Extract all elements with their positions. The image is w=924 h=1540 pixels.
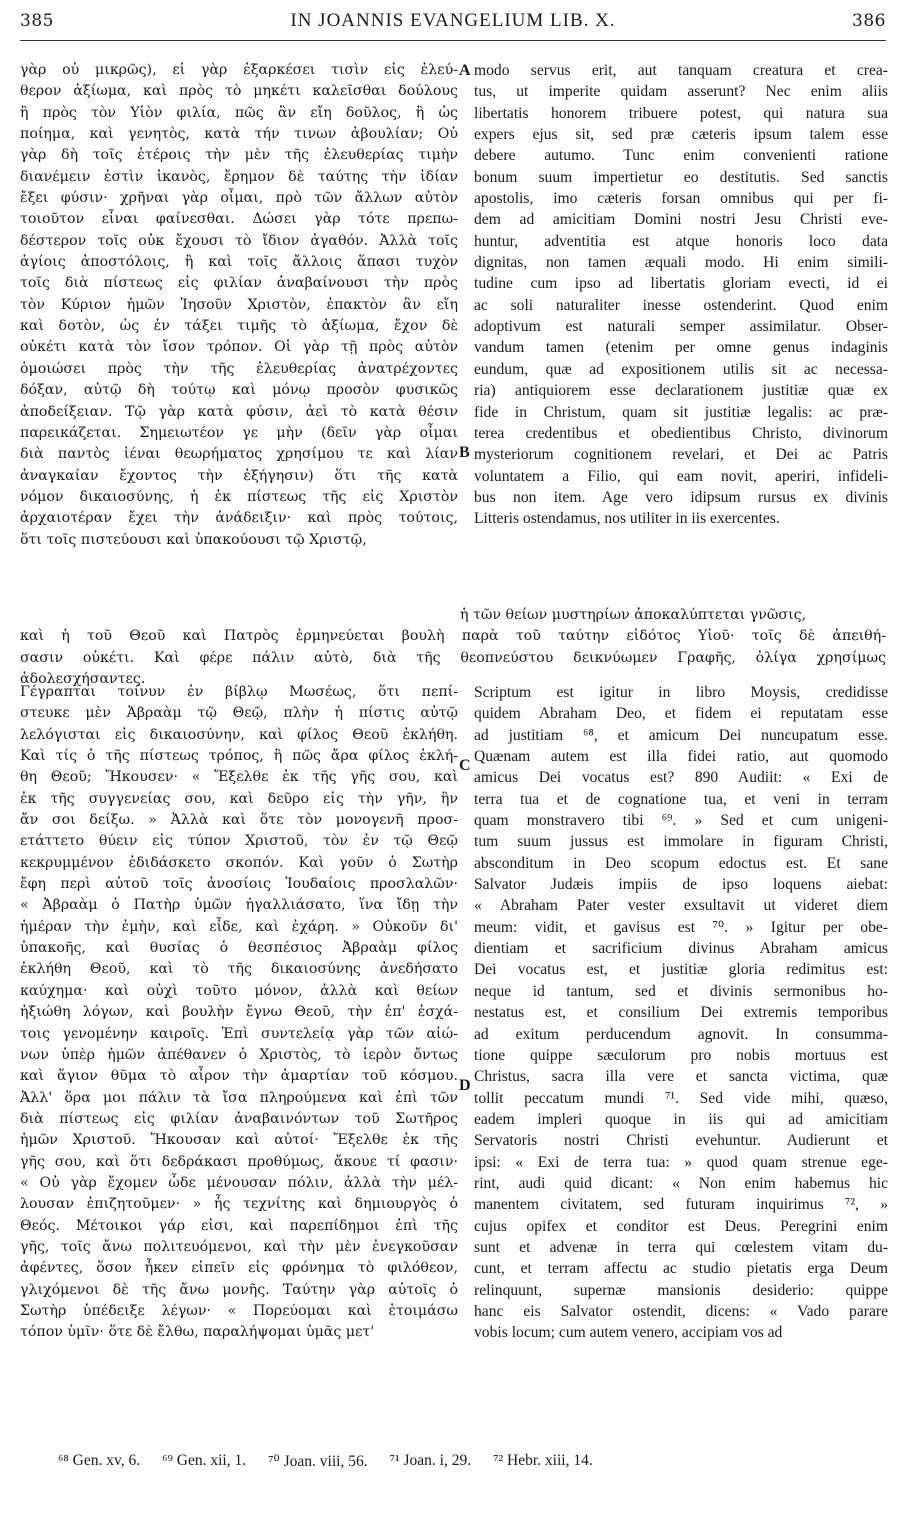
text-line: expers ejus sit, sed præ cæteris ipsum talem esse — [474, 126, 888, 144]
text-line: δέστερον τοῖς οὐκ ἔχουσι τὸ ἴδιον ἀγαθόν. Ἀλλὰ τοῖς — [20, 232, 458, 249]
text-line: quam monstravero tibi ⁶⁹. » Sed et cum unigeni- — [474, 812, 888, 830]
text-line: adoptivum est naturali semper assimilatur. Obser- — [474, 318, 888, 336]
text-line: Ἀλλ' ὅρα μοι πάλιν τὰ ἴσα πληρούμενα καὶ ἐπὶ τῶν — [20, 1089, 458, 1106]
text-line: ad justitiam ⁶⁸, et amicum Dei nuncupatum esse. — [474, 726, 888, 744]
text-line: relinquunt, supernæ mansionis desiderio: quippe — [474, 1281, 888, 1299]
text-line: ἀφέντες, ὅσον ἧκεν εἰπεῖν εἰς φρόνημα τὸ φιλόθεον, — [20, 1260, 458, 1277]
footnote: ⁷⁰ Joan. viii, 56. — [268, 1453, 368, 1470]
text-line: δόξαν, αὐτῷ δὴ τούτῳ καὶ μόνῳ προσὸν φυσικῶς — [20, 382, 458, 399]
text-line: ἡμῶν Χριστοῦ. Ἤκουσαν καὶ αὐτοί· Ἔξελθε ἐκ τῆς — [20, 1132, 458, 1149]
text-line: ἀναγκαίαν ἔχοντος τὴν ἐξήγησιν) ὅτι τῆς κατὰ — [20, 467, 458, 484]
text-line: Θεός. Μέτοικοι γάρ εἰσι, καὶ παρεπίδημοι ἐπὶ τῆς — [20, 1217, 458, 1234]
margin-marker-b: B — [459, 444, 470, 461]
text-line: voluntatem a Filio, qui eam novit, aperiri, infideli- — [474, 467, 888, 485]
text-line: ἢ πρὸς τὸν Υἱὸν φιλία, πῶς ἂν εἴη δοῦλος, ἢ ὡς — [20, 104, 458, 121]
text-line: Salvator Judæis impiis de ipso loquens aiebat: — [474, 876, 888, 894]
text-line: « Abraham Pater vester exsultavit ut videret diem — [474, 897, 888, 915]
text-line: γλιχόμενοι δὲ τῆς ἄνω μονῆς. Ταύτην γὰρ αὐτοῖς ὁ — [20, 1281, 458, 1298]
text-line: ετάττετο θύειν εἰς τύπον Χριστοῦ, τὸν ἐν τῷ Θεῷ — [20, 833, 458, 850]
text-line: Servatoris nostri Christi evehuntur. Audierunt et — [474, 1132, 888, 1150]
latin-column-top — [474, 60, 888, 530]
text-line: θη Θεοῦ; Ἤκουσεν· « Ἔξελθε ἐκ τῆς γῆς σου, καὶ — [20, 769, 458, 786]
text-line: vandum tamen (etenim per omne genus indaginis — [474, 339, 888, 357]
text-line: γῆς σου, καὶ ὅτι δεδράκασι προθύμως, ἄκουε τί φασιν· — [20, 1153, 458, 1170]
text-line: fide in Christum, quam sit justitiæ legalis: ac præ- — [474, 403, 888, 421]
text-line: τοις γενομένην καιροῖς. Ἐπὶ συντελείᾳ γὰρ τῶν αἰώ- — [20, 1025, 458, 1042]
text-line: ἐκ τῆς συγγενείας σου, καὶ δεῦρο εἰς τὴν γῆν, ἣν — [20, 790, 458, 807]
margin-marker-a: A — [459, 62, 471, 79]
text-line: « Ἀβραὰμ ὁ Πατὴρ ὑμῶν ἠγαλλιάσατο, ἵνα ἴδῃ τὴν — [20, 897, 458, 914]
text-line: στευκε μὲν Ἀβραὰμ τῷ Θεῷ, πλὴν ἡ πίστις αὐτῷ — [20, 705, 458, 722]
text-line: ἀποδείξειαν. Τῷ γὰρ κατὰ φύσιν, ἀεὶ τὸ κατὰ θέσιν — [20, 403, 458, 420]
text-line: ἠξιώθη λόγων, καὶ βουλὴν ἔγνω Θεοῦ, τὴν ἐπ' ἐσχά- — [20, 1004, 458, 1021]
text-line: bus non item. Age vero idipsum rursus ex divinis — [474, 488, 888, 506]
text-line: καύχημα· καὶ οὐχὶ τοῦτο μόνον, ἀλλὰ καὶ θείων — [20, 982, 458, 999]
text-line: σασιν οὐκέτι. Καὶ φέρε πάλιν αὐτὸ, διὰ τῆς θεοπνεύστου δεικνύωμεν Γραφῆς, ὀλίγα χρησίμως — [20, 649, 886, 666]
text-line: ὁμοιώσει πρὸς τὴν τῆς ἐλευθερίας ἀνατρέχοντες — [20, 360, 458, 377]
text-line: ἀρχαιοτέραν ἔχει τὴν ἀνάδειξιν· καὶ πρὸς τούτοις, — [20, 510, 458, 527]
text-line: ἡ τῶν θείων μυστηρίων ἀποκαλύπτεται γνῶσις, — [460, 607, 807, 623]
text-line: manentem civitatem, sed futuram inquirimus ⁷², » — [474, 1196, 888, 1214]
footnote: ⁷¹ Joan. i, 29. — [389, 1452, 472, 1469]
text-line: mysteriorum cognitionem revelari, et Dei ac Patris — [474, 446, 888, 464]
text-line: bonum suum impertietur eo destitutis. Sed sanctis — [474, 168, 888, 186]
text-line: καὶ ἅγιον θῦμα τὸ αἶρον τὴν ἁμαρτίαν τοῦ κόσμου. — [20, 1068, 458, 1085]
margin-marker-d: D — [459, 1077, 471, 1094]
header-rule — [20, 40, 886, 41]
text-line: ἡμέραν τὴν ἐμὴν, καὶ εἶδε, καὶ ἐχάρη. » Οὐκοῦν δι' — [20, 918, 458, 935]
text-line: eadem impleri quoque in iis qui ad amicitiam — [474, 1110, 888, 1128]
text-line: ad exitum perducendum agnovit. In consumma- — [474, 1025, 888, 1043]
text-line: κεκρυμμένον ἐδιδάσκετο σκοπόν. Καὶ γοῦν ὁ Σωτὴρ — [20, 854, 458, 871]
text-line: γὰρ δὴ τοῖς ἑτέροις τὴν μὲν τῆς ἐλευθερίας τιμὴν — [20, 147, 458, 164]
text-line: τοῖς διὰ πίστεως εἰς φιλίαν ἀναβαίνουσι τὴν πρὸς — [20, 275, 458, 292]
text-line: neque id tantum, sed et divinis sermonibus ho- — [474, 982, 888, 1000]
text-line: διὰ παντὸς ἰέναι θεωρήματος χρησίμου τε καὶ λίαν — [20, 446, 458, 463]
text-line: οὐκέτι κατὰ τὸν ἴσον τρόπον. Οἱ γὰρ τῇ πρὸς αὐτὸν — [20, 339, 458, 356]
text-line: λουσαν ἐπιζητοῦμεν· » ἧς τεχνίτης καὶ δημιουργὸς ὁ — [20, 1196, 458, 1213]
footnote: ⁶⁹ Gen. xii, 1. — [162, 1452, 247, 1469]
text-line: τοιοῦτον εἶναι φαίνεσθαι. Δώσει γὰρ τότε πρεπω- — [20, 211, 458, 228]
text-line: terea credentibus et obedientibus Christo, divinorum — [474, 424, 888, 442]
text-line: Christus, sacra illa vere et sancta victima, quæ — [474, 1068, 888, 1086]
text-line: cujus opifex et conditor est Deus. Peregrini enim — [474, 1217, 888, 1235]
text-line: eundum, quæ ad expositionem utilis sit ac necessa- — [474, 360, 888, 378]
text-line: amicus Dei vocatus est? 890 Audiit: « Exi de — [474, 769, 888, 787]
text-line: ria) antiquiorem esse declarationem justitiæ quæ ex — [474, 382, 888, 400]
text-line: ποίημα, καὶ γενητὸς, κατὰ τήν τινων ἀβουλίαν; Οὐ — [20, 126, 458, 143]
text-line: vobis locum; cum autem venero, accipiam vos ad — [474, 1324, 783, 1342]
text-line: sunt et advenæ in terra qui cœlestem vitam du- — [474, 1238, 888, 1256]
page-number-right: 386 — [852, 11, 886, 31]
text-line: νόμον δικαιοσύνης, ἡ ἐκ πίστεως τῆς εἰς Χριστὸν — [20, 488, 458, 505]
text-line: ac soli naturaliter inesse ostenderint. Quod enim — [474, 296, 888, 314]
text-line: cunt, et terram affectu ac studio pietatis erga Deum — [474, 1260, 888, 1278]
text-line: γῆς, τοῖς ἄνω πολιτευόμενοι, καὶ τὴν μὲν ἐνεγκοῦσαν — [20, 1238, 458, 1255]
text-line: tus, ut imperite quidam asserunt? Nec enim aliis — [474, 83, 888, 101]
footnote: ⁷² Hebr. xiii, 14. — [493, 1452, 593, 1469]
text-line: « Οὐ γὰρ ἔχομεν ὧδε μένουσαν πόλιν, ἀλλὰ τὴν μέλ- — [20, 1174, 458, 1191]
text-line: γὰρ οὐ μικρῶς), εἰ γὰρ ἐξαρκέσει τισὶν εἰς ἐλεύ- — [20, 62, 458, 78]
text-line: dignitas, non tamen æquali modo. Hi enim simili- — [474, 254, 888, 272]
running-title: IN JOANNIS EVANGELIUM LIB. X. — [290, 10, 616, 31]
text-line: tudine cum ipso ad libertatis gloriam evecti, id ei — [474, 275, 888, 293]
text-line: dientiam et sacrificium divinus Abraham amicus — [474, 940, 888, 958]
text-line: τόπον ὑμῖν· ὅτε δὲ ἔλθω, παραλήψομαι ὑμᾶς μετ' — [20, 1324, 375, 1341]
text-line: terra tua et de cognatione tua, et veni in terram — [474, 790, 888, 808]
text-line: apostolis, imo cæteris forsan omnibus qui per fi- — [474, 190, 888, 208]
text-line: ἄν σοι δείξω. » Ἀλλὰ καὶ ὅτε τὸν μονογενῆ προσ- — [20, 812, 458, 829]
text-line: huntur, adventitia est atque honoris loco data — [474, 232, 888, 250]
text-line: quidem Abraham Deo, et fidem ei reputatam esse — [474, 705, 888, 723]
text-line: Καὶ τίς ὁ τῆς πίστεως τρόπος, ἢ πῶς ἄρα φίλος ἐκλή- — [20, 748, 458, 765]
text-line: Dei vocatus est, et justitiæ gloria redimitus est: — [474, 961, 888, 979]
text-line: Σωτὴρ ὑπέδειξε λέγων· « Πορεύομαι καὶ ἑτοιμάσω — [20, 1302, 458, 1319]
text-line: ipsi: « Exi de terra tua: » quod quam strenue ege- — [474, 1153, 888, 1171]
text-line: ὅτι τοῖς πιστεύουσι καὶ ὑπακούουσι τῷ Χριστῷ, — [20, 531, 367, 548]
text-line: ἔξει φύσιν· χρῆναι γὰρ οἶμαι, πρὸ τῶν ἄλλων αὐτὸν — [20, 190, 458, 207]
text-line: dem ad amicitiam Domini nostri Jesu Christi eve- — [474, 211, 888, 229]
text-line: διὰ πίστεως εἰς φιλίαν ἀναβαινόντων τοῦ Σωτῆρος — [20, 1110, 458, 1127]
footnote: ⁶⁸ Gen. xv, 6. — [58, 1452, 141, 1469]
text-line: Litteris ostendamus, nos utiliter in iis exercentes. — [474, 510, 780, 528]
greek-full-width-passage — [20, 605, 886, 690]
text-line: rint, audi quid dicant: « Non enim habemus hic — [474, 1174, 888, 1192]
text-line: ἔφη περὶ αὐτοῦ τοῖς ἀνοσίοις Ἰουδαίοις προσλαλῶν· — [20, 876, 458, 893]
footnotes — [58, 1452, 888, 1471]
page-number-left: 385 — [20, 11, 54, 31]
running-header — [20, 4, 886, 38]
text-line: modo servus erit, aut tanquam creatura et crea- — [474, 62, 888, 79]
text-line: ἀδολεσχήσαντες. — [20, 671, 146, 688]
margin-marker-c: C — [459, 757, 471, 774]
text-line: tione quippe sæculorum pro nobis mortuus est — [474, 1046, 888, 1064]
text-line: τὸν Κύριον ἡμῶν Ἰησοῦν Χριστὸν, ἐπακτὸν ἂν εἴη — [20, 296, 458, 313]
text-line: θερον ἀξίωμα, καὶ πρὸς τὸ μηκέτι καλεῖσθαι δούλους — [20, 83, 458, 100]
text-line: καὶ δοτὸν, ὡς ἐν τάξει τιμῆς τὸ ἀξίωμα, ἔχον δὲ — [20, 318, 458, 335]
latin-column-bottom — [474, 682, 888, 1344]
text-line: absconditum in Deo scopum edoctus est. Et sane — [474, 854, 888, 872]
text-line: διανέμειν ἐστὶν ἱκανὸς, ἔρημον δὲ ταύτης τὴν ἰδίαν — [20, 168, 458, 185]
text-line: meum: vidit, et gavisus est ⁷⁰. » Igitur per obe- — [474, 918, 888, 936]
text-line: λελόγισται εἰς δικαιοσύνην, καὶ φίλος Θεοῦ ἐκλήθη. — [20, 726, 458, 743]
text-line: Γέγραπται τοίνυν ἐν βίβλῳ Μωσέως, ὅτι πεπί- — [20, 684, 458, 700]
text-line: νων ὑπὲρ ἡμῶν ἀπέθανεν ὁ Χριστὸς, τὸ ἱερὸν ὄντως — [20, 1046, 458, 1063]
greek-column-bottom — [20, 682, 458, 1344]
text-line: ὑπακοῆς, καὶ θυσίας ὁ θεσπέσιος Ἀβραὰμ φίλος — [20, 940, 458, 957]
text-line: Quænam autem est illa fidei ratio, aut quomodo — [474, 748, 888, 766]
text-line: ἐκλήθη Θεοῦ, καὶ τὸ τῆς δικαιοσύνης ἀνεδήσατο — [20, 961, 458, 978]
text-line: Scriptum est igitur in libro Moysis, credidisse — [474, 684, 888, 701]
text-line: ἁγίοις ἀποστόλοις, ἢ καὶ τοῖς ἄλλοις ἅπασι τυχὸν — [20, 254, 458, 271]
text-line: tollit peccatum mundi ⁷¹. Sed vide mihi, quæso, — [474, 1089, 888, 1107]
greek-column-top — [20, 60, 458, 551]
text-line: παρεικάζεται. Σημειωτέον γε μὴν (δεῖν γὰρ οἶμαι — [20, 424, 458, 441]
text-line: libertatis honorem tribuere potest, qui natura sua — [474, 104, 888, 122]
text-line: hanc eis Salvator ostendit, dicens: « Vado parare — [474, 1302, 888, 1320]
text-line: nestatus est, et consilium Dei extremis temporibus — [474, 1004, 888, 1022]
text-line: debere autumo. Tunc enim convenienti ratione — [474, 147, 888, 165]
text-line: καὶ ἡ τοῦ Θεοῦ καὶ Πατρὸς ἑρμηνεύεται βουλὴ παρὰ τοῦ ταύτην εἰδότος Υἱοῦ· τοῖς δὲ ἀπειθή- — [20, 628, 886, 645]
text-line: tum suum jussus est immolare in figuram Christi, — [474, 833, 888, 851]
